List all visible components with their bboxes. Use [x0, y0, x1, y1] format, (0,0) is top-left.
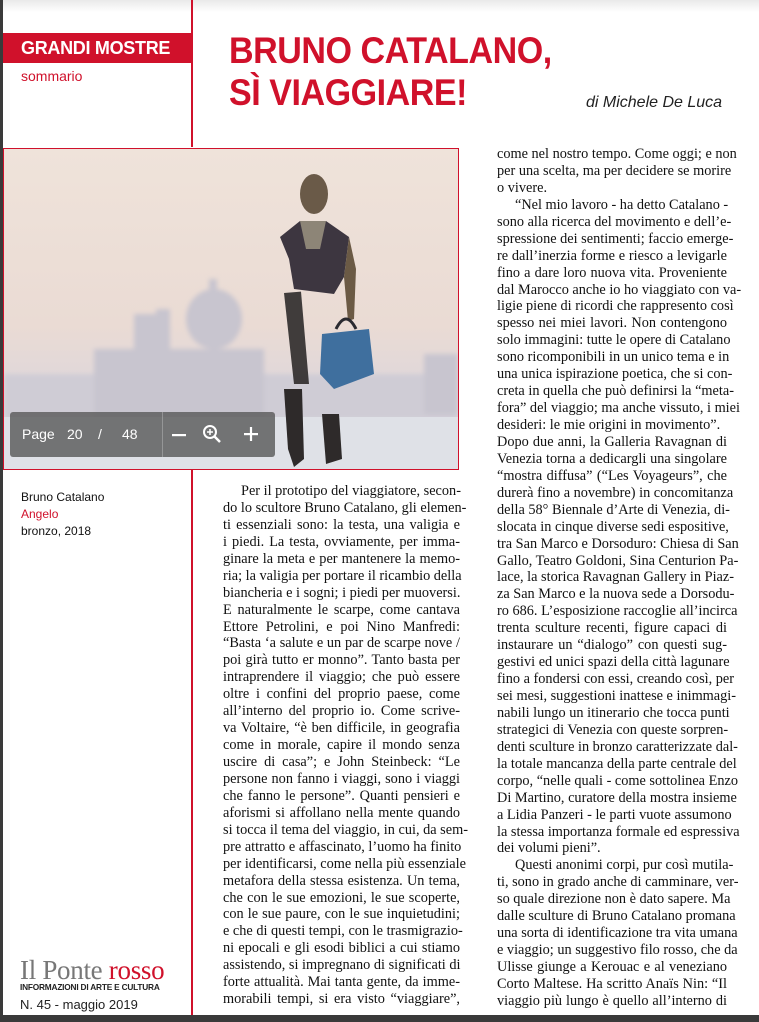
- text-line: una unica ispirazione poetica, che si con-: [497, 366, 733, 383]
- magazine-logo: [20, 956, 164, 992]
- text-line: fora” del viaggio; ma anche vissuto, i miei: [497, 400, 740, 417]
- text-line: tra San Marco e Dorsoduro: Chiesa di San: [497, 535, 739, 552]
- text-line: Corto Maltese. Ha scritto Anaïs Nin: “Il: [497, 975, 727, 992]
- text-line: gestivi ed unici spazi della città lagunare: [497, 654, 730, 671]
- text-line: e viaggio; un suggestivo filo rosso, che da: [497, 942, 738, 959]
- text-line: Dopo due anni, la Galleria Ravagnan di: [497, 433, 727, 450]
- caption-medium: bronzo, 2018: [21, 524, 92, 538]
- text-line: che fanno le persone”. Quanti pensieri e: [223, 787, 460, 804]
- logo-tagline: INFORMAZIONI DI ARTE E CULTURA: [20, 982, 160, 992]
- issue-number: N. 45 - maggio 2019: [20, 997, 138, 1012]
- text-line: i piedi. La testa, ovviamente, per imma-: [223, 533, 460, 550]
- text-line: aforismi si affollano nella mente quando: [223, 804, 460, 821]
- text-line: sono ricomponibili in un unico tema e in: [497, 349, 730, 366]
- text-line: durerà fino a novembre) in concomitanza: [497, 484, 734, 501]
- text-line: che con le sue emozioni, le sue scoperte,: [223, 889, 460, 906]
- text-line: corpo, “nelle quali - come sottolinea Enzo: [497, 772, 738, 789]
- text-line: E naturalmente le scarpe, come cantava: [223, 601, 460, 618]
- text-line: la stessa importanza formale ed espressiva: [497, 823, 740, 840]
- zoom-icon[interactable]: [202, 424, 222, 444]
- text-line: sei mesi, suggestioni inattese e inimmagi-: [497, 688, 737, 704]
- logo-text-red: rosso: [108, 955, 165, 985]
- text-line: persone non fanno i viaggi, sono i viaggi: [223, 770, 460, 787]
- text-line: ti essenziali sono: la testa, una valigia e: [223, 516, 460, 533]
- text-line: per una scelta, ma per decidere se morire: [497, 162, 732, 179]
- text-line: dalle sculture di Bruno Catalano promana: [497, 908, 736, 925]
- text-line: oltre i confini del proprio paese, come: [223, 686, 460, 703]
- text-line: Di Martino, curatore della mostra insieme: [497, 789, 737, 806]
- caption-artist: Bruno Catalano: [21, 490, 105, 504]
- text-line: all’interno del proprio io. Come scrive-: [223, 703, 460, 720]
- text-line: ni epocali e gli esodi biblici a cui stiamo: [223, 940, 460, 957]
- toolbar-divider: [162, 412, 163, 457]
- text-line: per identificarsi, come nella più essenziale: [223, 855, 466, 872]
- text-line: Venezia torna a dedicargli una singolare: [497, 450, 727, 467]
- text-line: biancheria e i sogni; i piedi per muoversi.: [223, 584, 461, 601]
- text-line: si tocca il tema del viaggio, in cui, da sem-: [223, 821, 468, 838]
- text-line: za San Marco e la nuova sede a Dorsodu-: [497, 586, 735, 603]
- text-line: morabili tempi, si era visto “viaggiare”,: [223, 991, 460, 1008]
- text-line: lace, la storica Ravagnan Gallery in Piaz-: [497, 569, 734, 586]
- text-line: spesso nei miei lavori. Non contengono: [497, 315, 727, 332]
- text-line: Questi anonimi corpi, pur così mutila-: [515, 857, 734, 874]
- text-line: pre attratto e affascinato, l’uomo ha finito: [223, 838, 462, 855]
- text-line: Ulisse giunge a Kerouac e al veneziano: [497, 959, 727, 975]
- text-line: fino a fondersi con essi, creando così, per: [497, 671, 735, 688]
- text-line: ginare la meta e per mantenere la memo-: [223, 550, 460, 567]
- photo-caption: [21, 489, 104, 540]
- text-line: come nel nostro tempo. Come oggi; e non: [497, 146, 737, 162]
- text-line: Ettore Petrolini, e poi Nino Manfredi:: [223, 618, 460, 635]
- article-column-2: [497, 146, 742, 1010]
- page-top-shade: [3, 0, 759, 12]
- page-separator: /: [98, 426, 102, 442]
- divider-line: [191, 470, 193, 1015]
- text-line: assistendo, si impregnano di significati di: [223, 957, 461, 974]
- minus-icon[interactable]: [170, 426, 188, 444]
- text-line: metafora della stessa esistenza. Un tema,: [223, 872, 460, 889]
- text-line: intraprendere il viaggio; che può essere: [223, 669, 460, 686]
- byline: di Michele De Luca: [586, 94, 723, 111]
- text-line: Gallo, Teatro Goldoni, Sina Centurion Pa-: [497, 552, 739, 569]
- text-line: forte attualità. Mai tanta gente, da imme-: [223, 974, 460, 991]
- text-line: nabili lungo un itinerario che tocca punti: [497, 704, 730, 721]
- section-label: GRANDI MOSTRE: [3, 33, 192, 63]
- text-line: “mostra diffusa” (“Les Voyageurs”, che: [497, 467, 727, 484]
- page-label: Page: [22, 426, 55, 442]
- text-line: dei volumi pieni”.: [497, 840, 601, 857]
- logo-text: Il Ponte: [20, 955, 109, 985]
- text-line: come in morale, capire il mondo senza: [223, 737, 460, 754]
- text-line: dal Marocco anche io ho viaggiato con va-: [497, 281, 742, 298]
- text-line: ria; la valigia per portare il ricambio della: [223, 567, 462, 584]
- text-line: uscire di casa”; e John Steinbeck: “Le: [223, 754, 460, 770]
- text-line: fino a dare loro nuova vita. Proveniente: [497, 264, 727, 281]
- article-title: [229, 30, 580, 114]
- text-line: poi girà tutto er monno”. Tanto basta per: [223, 652, 460, 669]
- text-line: ti, sono in grado anche di camminare, ver-: [497, 874, 739, 891]
- text-line: va Voltaire, “è ben difficile, in geografia: [223, 720, 460, 737]
- text-line: della 58° Biennale d’Arte di Venezia, di-: [497, 501, 730, 518]
- text-line: a Lidia Panzeri - le parti vuote assumono: [497, 806, 732, 823]
- plus-icon[interactable]: [242, 425, 260, 443]
- text-line: solo immagini: tutte le opere di Catalano: [497, 332, 731, 349]
- caption-work: Angelo: [21, 507, 59, 521]
- text-line: una sorta di identificazione tra vita umana: [497, 925, 738, 942]
- total-pages: 48: [122, 426, 138, 442]
- text-line: do lo scultore Bruno Catalano, gli elemen-: [223, 499, 467, 516]
- title-line: BRUNO CATALANO,: [229, 30, 552, 71]
- sommario-link[interactable]: sommario: [21, 68, 83, 84]
- text-line: strategici di Venezia con queste sorpren-: [497, 721, 729, 738]
- text-line: spressione dei sentimenti; faccio emerge-: [497, 230, 734, 247]
- divider-line: [191, 0, 193, 147]
- text-line: so quale direzione non è dato sapere. Ma: [497, 891, 731, 908]
- viewer-edge: [0, 1015, 759, 1022]
- text-line: viaggio più lungo è quello all’interno di: [497, 992, 727, 1009]
- text-line: slocata in cinque diverse sedi espositive,: [497, 518, 729, 535]
- current-page-input[interactable]: 20: [67, 426, 83, 442]
- text-line: con le sue paure, con le sue inquietudini;: [223, 906, 460, 923]
- text-line: “Nel mio lavoro - ha detto Catalano -: [515, 196, 729, 213]
- text-line: creta in quella che può definirsi la “meta-: [497, 383, 734, 400]
- title-line: SÌ VIAGGIARE!: [229, 72, 468, 113]
- text-line: desideri: le mie origini in movimento”.: [497, 417, 721, 433]
- text-line: e che di questi tempi, con le trasmigrazio-: [223, 923, 463, 940]
- text-line: ligie piene di ricordi che rappresento così: [497, 298, 734, 315]
- text-line: “Basta ‘a salute e un par de scarpe nove /: [223, 635, 460, 652]
- text-line: sono alla ricerca del movimento e dell’e-: [497, 213, 732, 230]
- text-line: ro 686. L’esposizione raccoglie all’incirca: [497, 603, 738, 620]
- text-line: re dall’inerzia forme e riesco a levigarle: [497, 247, 727, 264]
- text-line: denti sculture in bronzo caratterizzate dal-: [497, 738, 738, 755]
- text-line: Per il prototipo del viaggiatore, secon-: [241, 483, 461, 499]
- text-line: la totale mancanza della parte centrale del: [497, 755, 737, 772]
- text-line: o vivere.: [497, 179, 548, 196]
- text-line: instaurare un “dialogo” con questi sug-: [497, 637, 727, 654]
- pdf-viewer-toolbar: [10, 412, 275, 457]
- text-line: trenta sculture recenti, figure capaci di: [497, 620, 727, 637]
- article-column-1: [223, 483, 468, 1008]
